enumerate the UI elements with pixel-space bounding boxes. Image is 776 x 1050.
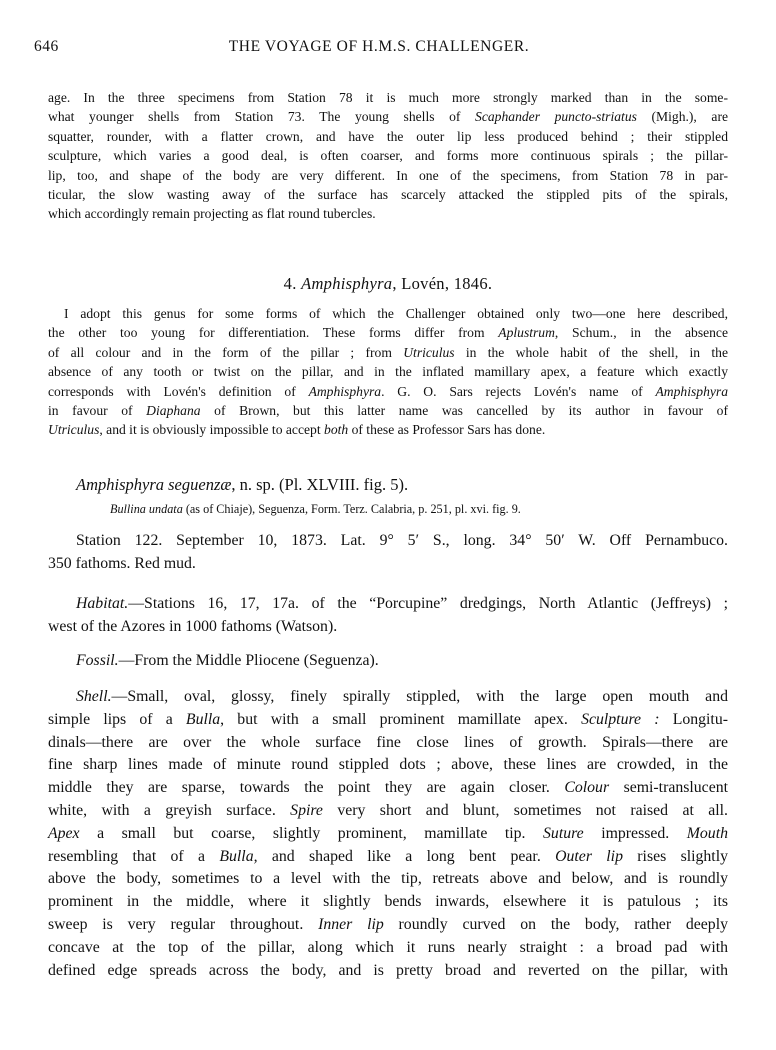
text-line: absence of any tooth or twist on the pillar, and in the inflated mamillary apex, a feature which exactly [48,364,728,380]
text-line: ticular, the slow wasting away of the surface has scarcely attacked the stippled pits of the spirals, [48,187,728,203]
text-line: Habitat.—Stations 16, 17, 17a. of the “Porcupine” dredgings, North Atlantic (Jeffreys) ; [76,595,728,612]
text-line: sculpture, which varies a good deal, is often coarser, and forms more continuous spirals ; the pillar- [48,148,728,164]
text-line: what younger shells from Station 73. The young shells of Scaphander puncto-striatus (Migh.), are [48,109,729,125]
text-line: age. In the three specimens from Station 78 it is much more strongly marked than in the some- [48,90,728,105]
synonym-line: Bullina undata (as of Chiaje), Seguenza, Form. Terz. Calabria, p. 251, pl. xvi. fig. 9. [110,502,521,516]
text-line: middle they are sparse, towards the point they are again closer. Colour semi-translucent [48,779,728,797]
text-line: concave at the top of the pillar, along which it runs nearly straight : a broad pad with [48,938,728,956]
text-line: the other too young for differentiation. These forms differ from Aplustrum, Schum., in the absence [48,325,729,341]
paragraph-continuation [48,88,728,224]
text-line: which accordingly remain projecting as flat round tubercles. [48,206,376,222]
running-title: THE VOYAGE OF H.M.S. CHALLENGER. [228,38,530,55]
text-line: I adopt this genus for some forms of which the Challenger obtained only two—one here described, [64,306,728,321]
text-line: Fossil.—From the Middle Pliocene (Seguenza). [76,652,379,669]
text-line: squatter, rounder, with a flatter crown, and have the outer lip less produced behind ; their stippled [48,128,728,144]
shell-description [48,686,728,982]
fossil-paragraph [48,650,728,673]
station-paragraph [48,530,728,576]
text-line: Apex a small but coarse, slightly prominent, mamillate tip. Suture impressed. Mouth [48,824,728,842]
text-line: west of the Azores in 1000 fathoms (Watson). [48,617,338,635]
text-line: 350 fathoms. Red mud. [48,554,196,572]
genus-paragraph [48,304,728,440]
text-line: fine sharp lines made of minute round stippled dots ; above, these lines are crowded, in the [48,756,728,774]
page-number: 646 [34,38,59,55]
text-line: Station 122. September 10, 1873. Lat. 9° 5′ S., long. 34° 50′ W. Off Pernambuco. [76,532,728,549]
text-line: resembling that of a Bulla, and shaped like a long bent pear. Outer lip rises slightly [48,847,728,865]
text-line: dinals—there are over the whole surface fine close lines of growth. Spirals—there are [48,733,728,751]
section-heading: 4. Amphisphyra, Lovén, 1846. [283,274,493,293]
text-line: Shell.—Small, oval, glossy, finely spirally stippled, with the large open mouth and [76,688,728,705]
text-line: simple lips of a Bulla, but with a small prominent mamillate apex. Sculpture : Longitu- [48,710,728,728]
text-line: of all colour and in the form of the pillar ; from Utriculus in the whole habit of the shell, in the [48,344,728,360]
text-line: defined edge spreads across the body, and is pretty broad and reverted on the pillar, with [48,961,728,979]
text-line: lip, too, and shape of the body are very different. In one of the specimens, from Station 78 in par- [48,167,728,183]
text-line: above the body, sometimes to a level with the tip, retreats above and below, and is roundly [48,870,728,888]
species-heading: Amphisphyra seguenzæ, n. sp. (Pl. XLVIII. fig. 5). [76,475,409,494]
text-line: sweep is very regular throughout. Inner lip roundly curved on the body, rather deeply [48,915,728,933]
running-header [34,38,724,58]
text-line: Utriculus, and it is obviously impossible to accept both of these as Professor Sars has done. [48,422,546,438]
text-line: white, with a greyish surface. Spire very short and blunt, sometimes not raised at all. [48,801,728,819]
text-line: in favour of Diaphana of Brown, but this latter name was cancelled by its author in favour of [48,403,728,419]
text-line: corresponds with Lovén's definition of Amphisphyra. G. O. Sars rejects Lovén's name of Amphisphyra [48,383,728,399]
habitat-paragraph [48,593,728,639]
text-line: prominent in the middle, where it slightly bends inwards, elsewhere it is patulous ; its [48,893,728,911]
